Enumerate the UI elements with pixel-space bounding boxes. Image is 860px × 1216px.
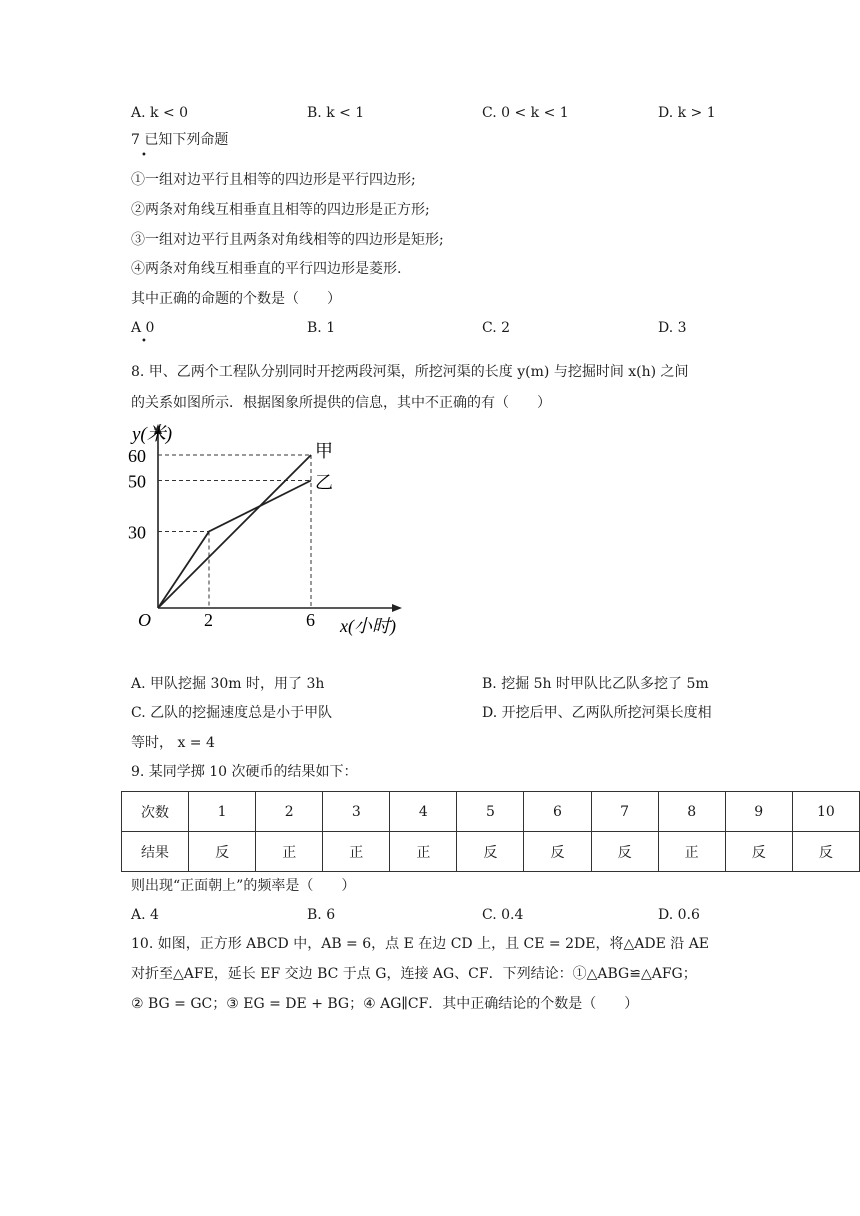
- table-cell: 3: [323, 792, 390, 832]
- table-cell: 1: [189, 792, 256, 832]
- q7-stem: 7 已知下列命题: [131, 132, 229, 148]
- q8-option-d-cont: 等时， x = 4: [131, 735, 215, 751]
- table-cell: 4: [390, 792, 457, 832]
- table-row: [122, 792, 860, 832]
- q9-option-c: C. 0.4: [482, 907, 524, 923]
- q8-option-d: D. 开挖后甲、乙两队所挖河渠长度相: [482, 705, 712, 721]
- y-tick-label: 50: [128, 471, 146, 492]
- q7-option-d: D. 3: [658, 320, 687, 336]
- q7-option-c: C. 2: [482, 320, 511, 336]
- table-cell: 反: [457, 832, 524, 872]
- emphasis-dot: •: [141, 150, 147, 161]
- table-cell: 8: [658, 792, 725, 832]
- q9-option-a: A. 4: [131, 907, 159, 923]
- table-cell: 正: [323, 832, 390, 872]
- x-axis-label: x(小时): [340, 616, 396, 636]
- series-label: 甲: [315, 441, 333, 462]
- table-cell: 反: [524, 832, 591, 872]
- q8-graph: [118, 418, 418, 648]
- q6-option-a: A. k < 0: [131, 105, 189, 121]
- table-cell: 6: [524, 792, 591, 832]
- q7-option-a: A 0: [131, 320, 155, 336]
- q9-ask: 则出现“正面朝上”的频率是（ ）: [131, 878, 356, 894]
- q7-prop-4: ④两条对角线互相垂直的平行四边形是菱形.: [131, 261, 402, 277]
- table-cell: 正: [658, 832, 725, 872]
- y-axis-label: y(米): [132, 424, 173, 445]
- x-tick-label: 2: [204, 610, 213, 630]
- table-cell: 结果: [122, 832, 189, 872]
- series-line-2: [158, 481, 311, 609]
- q9-option-d: D. 0.6: [658, 907, 700, 923]
- origin-label: O: [138, 610, 151, 630]
- q8-stem-line2: 的关系如图所示．根据图象所提供的信息，其中不正确的有（ ）: [131, 395, 551, 411]
- table-cell: 反: [189, 832, 256, 872]
- x-axis-arrow-icon: [392, 604, 402, 612]
- y-tick-label: 60: [128, 446, 146, 466]
- q8-option-a: A. 甲队挖掘 30m 时，用了 3h: [131, 676, 325, 692]
- q10-line2: 对折至△AFE，延长 EF 交边 BC 于点 G，连接 AG、CF．下列结论：①△ABG≌△AFG；: [131, 966, 697, 982]
- table-cell: 2: [256, 792, 323, 832]
- q7-option-b: B. 1: [307, 320, 336, 336]
- table-cell: 9: [725, 792, 792, 832]
- q8-option-c: C. 乙队的挖掘速度总是小于甲队: [131, 705, 333, 721]
- table-cell: 7: [591, 792, 658, 832]
- q7-prop-1: ①一组对边平行且相等的四边形是平行四边形;: [131, 172, 416, 188]
- table-cell: 次数: [122, 792, 189, 832]
- coin-toss-table: [121, 791, 860, 872]
- table-cell: 反: [725, 832, 792, 872]
- q8-option-b: B. 挖掘 5h 时甲队比乙队多挖了 5m: [482, 676, 709, 692]
- table-cell: 正: [256, 832, 323, 872]
- q10-line3: ② BG = GC；③ EG = DE + BG；④ AG∥CF．其中正确结论的个数是（ ）: [131, 996, 639, 1012]
- table-cell: 正: [390, 832, 457, 872]
- table-cell: 反: [792, 832, 859, 872]
- q9-stem: 9. 某同学掷 10 次硬币的结果如下：: [131, 764, 358, 780]
- series-label: 乙: [315, 472, 333, 494]
- table-row: [122, 832, 860, 872]
- y-tick-label: 30: [128, 522, 146, 543]
- q8-stem-line1: 8. 甲、乙两个工程队分别同时开挖两段河渠，所挖河渠的长度 y(m) 与挖掘时间 x(h) 之间: [131, 364, 689, 380]
- q7-ask: 其中正确的命题的个数是（ ）: [131, 291, 341, 307]
- x-tick-label: 6: [306, 610, 315, 630]
- q6-option-d: D. k > 1: [658, 105, 716, 121]
- table-cell: 反: [591, 832, 658, 872]
- q7-prop-3: ③一组对边平行且两条对角线相等的四边形是矩形;: [131, 232, 444, 248]
- q10-line1: 10. 如图，正方形 ABCD 中，AB = 6，点 E 在边 CD 上，且 CE = 2DE，将△ADE 沿 AE: [131, 936, 710, 952]
- q9-option-b: B. 6: [307, 907, 336, 923]
- emphasis-dot: •: [141, 336, 147, 347]
- q6-option-c: C. 0 < k < 1: [482, 105, 569, 121]
- table-cell: 10: [792, 792, 859, 832]
- q6-option-b: B. k < 1: [307, 105, 365, 121]
- q7-prop-2: ②两条对角线互相垂直且相等的四边形是正方形;: [131, 202, 430, 218]
- table-cell: 5: [457, 792, 524, 832]
